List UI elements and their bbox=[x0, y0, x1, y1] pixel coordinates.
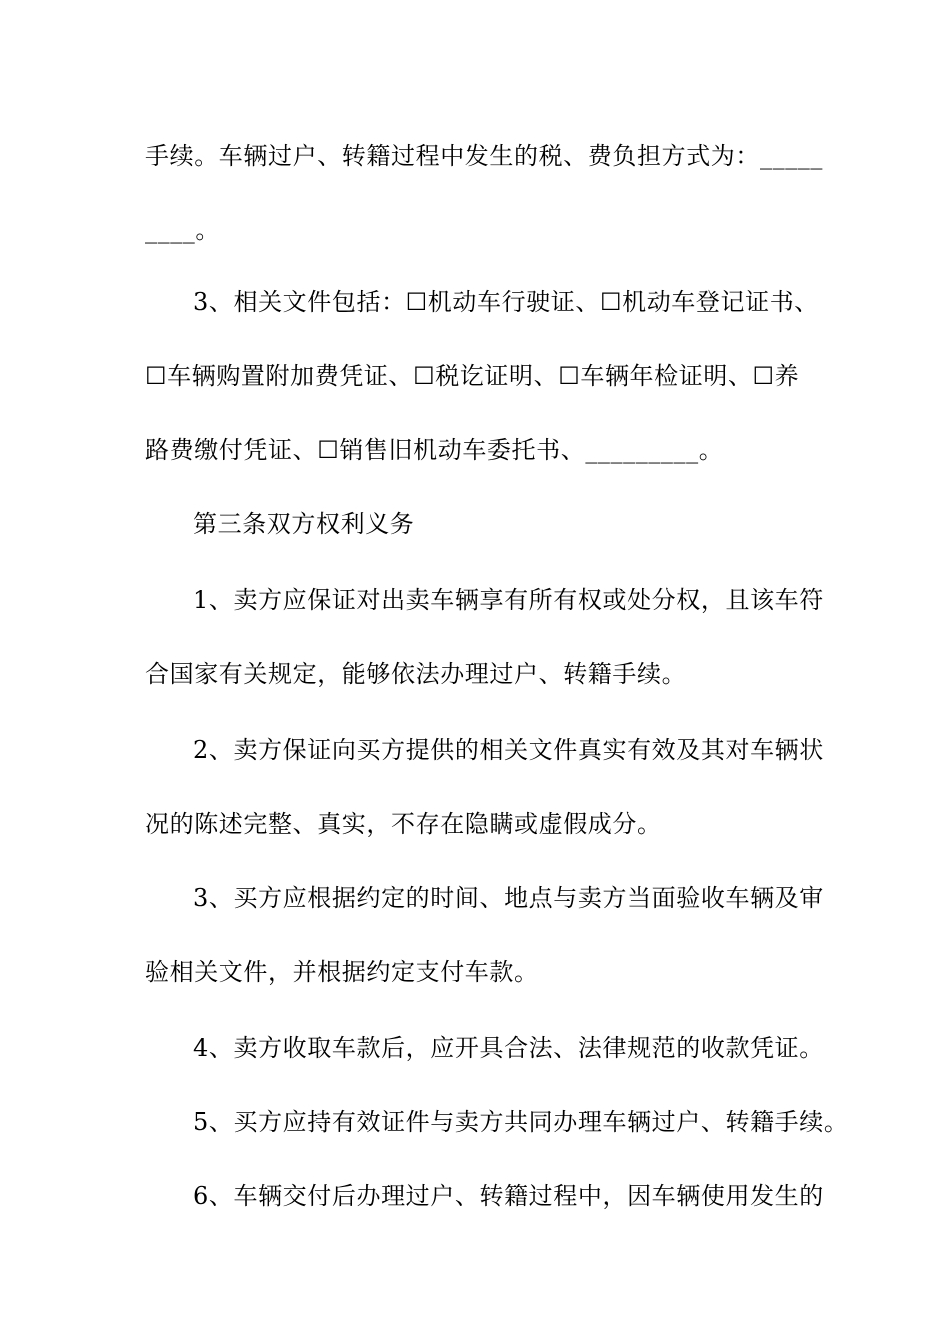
text-line: 6、车辆交付后办理过户、转籍过程中，因车辆使用发生的 bbox=[193, 1182, 824, 1210]
section-heading: 第三条双方权利义务 bbox=[193, 510, 415, 538]
text-line: 路费缴付凭证、☐销售旧机动车委托书、_________。 bbox=[145, 436, 724, 464]
text-line: 1、卖方应保证对出卖车辆享有所有权或处分权，且该车符 bbox=[193, 586, 824, 614]
text-line: 3、买方应根据约定的时间、地点与卖方当面验收车辆及审 bbox=[193, 884, 824, 912]
text-line: 况的陈述完整、真实，不存在隐瞒或虚假成分。 bbox=[145, 810, 662, 838]
text-line: 手续。车辆过户、转籍过程中发生的税、费负担方式为：_____ bbox=[145, 142, 823, 170]
text-line: 5、买方应持有效证件与卖方共同办理车辆过户、转籍手续。 bbox=[193, 1108, 849, 1136]
text-line: 验相关文件，并根据约定支付车款。 bbox=[145, 958, 539, 986]
text-line: 2、卖方保证向买方提供的相关文件真实有效及其对车辆状 bbox=[193, 736, 824, 764]
text-line: 合国家有关规定，能够依法办理过户、转籍手续。 bbox=[145, 660, 687, 688]
text-line: ____。 bbox=[145, 216, 220, 244]
text-line: ☐车辆购置附加费凭证、☐税讫证明、☐车辆年检证明、☐养 bbox=[145, 362, 800, 390]
text-line: 3、相关文件包括：☐机动车行驶证、☐机动车登记证书、 bbox=[193, 288, 819, 316]
text-line: 4、卖方收取车款后，应开具合法、法律规范的收款凭证。 bbox=[193, 1034, 824, 1062]
